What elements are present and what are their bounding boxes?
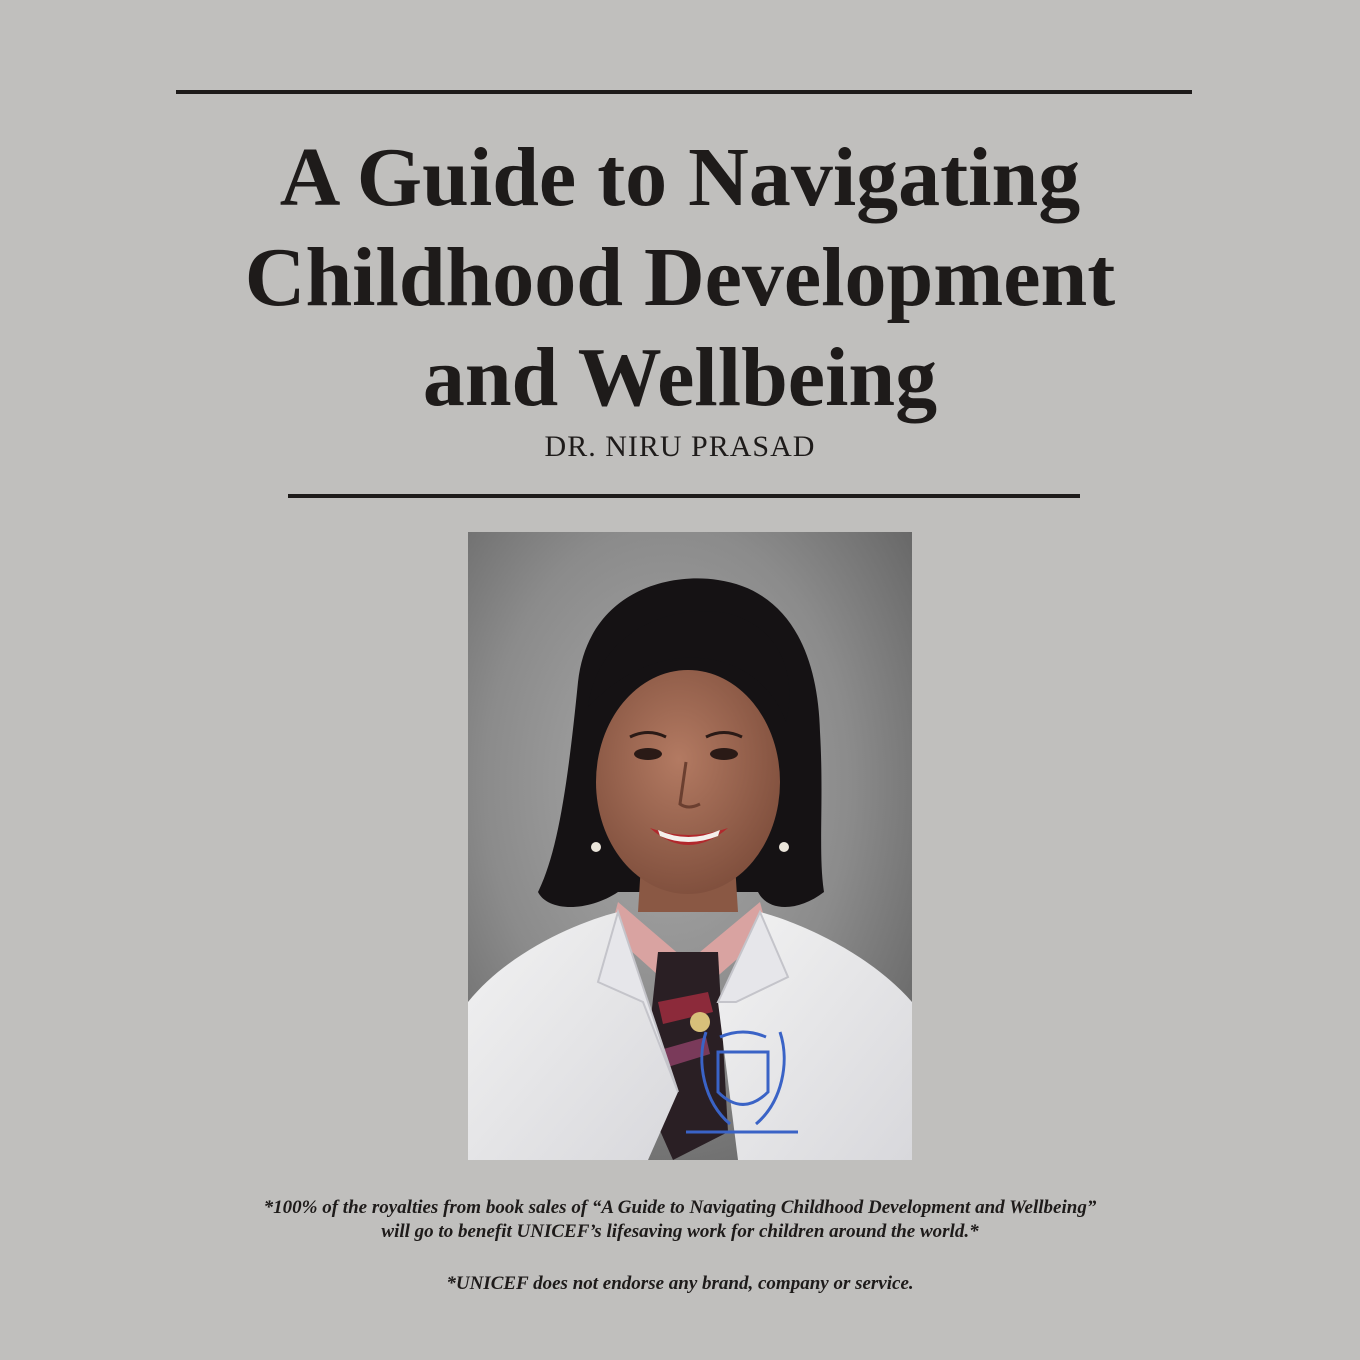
book-title [0,128,1360,428]
royalty-note-line-2: will go to benefit UNICEF’s lifesaving work for children around the world.* [381,1221,979,1242]
unicef-disclaimer: *UNICEF does not endorse any brand, company or service. [446,1273,914,1294]
author-portrait [468,532,912,1160]
top-rule [176,90,1192,94]
royalty-notes [0,1196,1360,1296]
bottom-rule [288,494,1080,498]
title-line-1: A Guide to Navigating [279,131,1081,224]
title-line-3: and Wellbeing [422,331,938,424]
title-line-2: Childhood Development [244,231,1116,324]
royalty-note-line-1: *100% of the royalties from book sales of “A Guide to Navigating Childhood Development and Wellbeing” [263,1197,1097,1218]
portrait-illustration [468,532,912,1160]
author-name: DR. NIRU PRASAD [544,430,816,463]
